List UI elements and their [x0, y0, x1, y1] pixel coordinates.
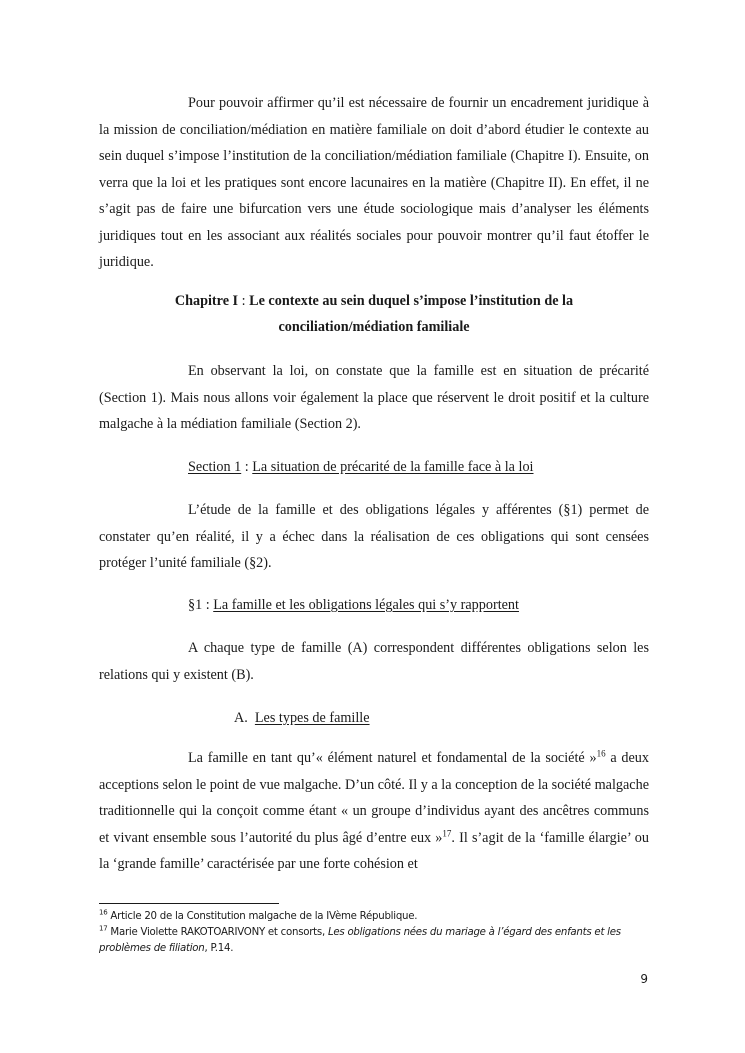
paragraph-separator: : — [202, 597, 214, 613]
footnote-ref-17[interactable]: 17 — [442, 827, 452, 838]
footnote-16-number: 16 — [99, 908, 108, 917]
chapter-separator: : — [238, 293, 250, 309]
footnote-17-title: Les obligations nées du mariage à l’égard des enfants et les problèmes de filiation — [99, 927, 621, 954]
chapter-intro-paragraph: En observant la loi, on constate que la famille est en situation de précarité (Section 1). Mais nous allons voir également la place que réservent le droit positif et la culture malgache à la médiation familiale (Section 2). — [99, 363, 649, 432]
footnote-divider — [99, 903, 279, 904]
subsection-title: Les types de famille — [254, 710, 370, 726]
section-heading — [188, 454, 534, 480]
intro-paragraph: Pour pouvoir affirmer qu’il est nécessaire de fournir un encadrement juridique à la mission de conciliation/médiation en matière familiale on doit d’abord étudier le contexte au sein duquel s’impose l’institution de la conciliation/médiation familiale (Chapitre I). Ensuite, on verra que la loi et les pratiques sont encore lacunaires en la matière (Chapitre II). En effet, il ne s’agit pas de faire une bifurcation vers une étude sociologique mais d’analyser les éléments juridiques tout en les associant aux réalités sociales pour pouvoir montrer qu’il faut étoffer le juridique. — [99, 95, 649, 270]
chapter-label: Chapitre I — [174, 293, 239, 309]
footnote-17-number: 17 — [99, 924, 108, 933]
paragraph-heading — [188, 592, 519, 618]
chapter-heading — [99, 288, 649, 340]
section-title: La situation de précarité de la famille face à la loi — [252, 459, 534, 475]
page-number: 9 — [640, 972, 648, 986]
section-intro-paragraph: L’étude de la famille et des obligations légales y afférentes (§1) permet de constater qu’en réalité, il y a échec dans la réalisation de ces obligations qui sont censées protéger l’unité familiale (§2). — [99, 502, 649, 571]
footnote-17-page: , P.14. — [204, 943, 234, 954]
footnote-17 — [99, 925, 659, 957]
types-text-part2: a deux acceptions selon le point de vue malgache. D’un côté. Il y a la conception de la société malgache traditionnelle qui la conçoit comme étant « un groupe d’individus ayant des ancêtres communs et vivant ensemble sous l’autorité du plus âgé d’entre eux » — [99, 750, 649, 846]
paragraph-intro-text: A chaque type de famille (A) correspondent différentes obligations selon les relations qui y existent (B). — [99, 640, 649, 683]
footnote-17-text: Marie Violette RAKOTOARIVONY et consorts, — [107, 927, 328, 938]
types-paragraph — [99, 745, 649, 878]
section-label: Section 1 — [188, 459, 242, 475]
chapter-title-line2: conciliation/médiation familiale — [278, 319, 470, 335]
chapter-title-line1: Le contexte au sein duquel s’impose l’institution de la — [249, 293, 574, 309]
types-text-part1: La famille en tant qu’« élément naturel et fondamental de la société » — [188, 750, 597, 766]
footnote-16 — [99, 909, 659, 925]
paragraph-label: §1 — [188, 597, 203, 613]
footnotes — [99, 909, 659, 957]
footnote-ref-16[interactable]: 16 — [596, 748, 606, 759]
section-separator: : — [241, 459, 253, 475]
paragraph-title: La famille et les obligations légales qui s’y rapportent — [213, 597, 519, 613]
footnote-16-text: Article 20 de la Constitution malgache de la IVème République. — [107, 911, 418, 922]
subsection-label: A. — [234, 710, 248, 726]
types-text-part3: . Il s’agit de la ‘famille élargie’ ou la ‘grande famille’ caractérisée par une forte cohésion et — [99, 829, 649, 872]
subsection-heading — [234, 705, 370, 731]
